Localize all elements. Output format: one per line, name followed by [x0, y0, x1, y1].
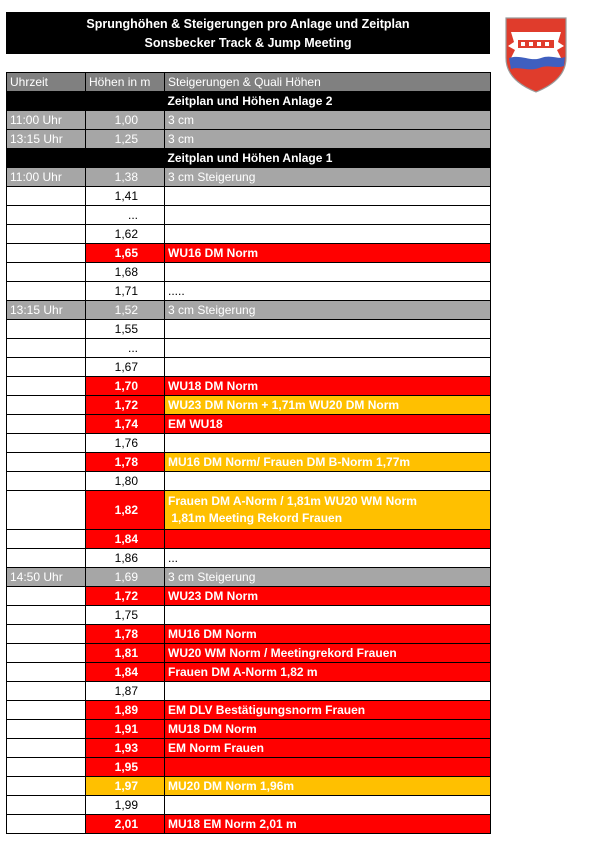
note-cell — [165, 491, 491, 530]
time-cell — [7, 434, 86, 453]
height-cell: 1,80 — [86, 472, 165, 491]
height-schedule-table — [6, 72, 491, 834]
height-cell: 1,97 — [86, 777, 165, 796]
height-cell: 1,25 — [86, 130, 165, 149]
table-row — [7, 606, 491, 625]
time-cell — [7, 720, 86, 739]
height-cell: 1,62 — [86, 225, 165, 244]
section-header-row — [7, 149, 491, 168]
note-cell: ..... — [165, 282, 491, 301]
title-line-1: Sprunghöhen & Steigerungen pro Anlage und Zeitplan — [86, 17, 410, 31]
table-row — [7, 187, 491, 206]
time-cell — [7, 549, 86, 568]
height-cell: 1,74 — [86, 415, 165, 434]
time-cell — [7, 701, 86, 720]
table-row — [7, 701, 491, 720]
height-cell: 1,69 — [86, 568, 165, 587]
time-cell: 14:50 Uhr — [7, 568, 86, 587]
note-cell — [165, 339, 491, 358]
note-cell: WU23 DM Norm — [165, 587, 491, 606]
note-cell: MU18 EM Norm 2,01 m — [165, 815, 491, 834]
note-cell — [165, 530, 491, 549]
height-cell: 1,87 — [86, 682, 165, 701]
note-cell — [165, 187, 491, 206]
note-cell: ... — [165, 549, 491, 568]
height-cell: 1,41 — [86, 187, 165, 206]
height-cell: 1,84 — [86, 530, 165, 549]
time-cell — [7, 530, 86, 549]
note-cell: 3 cm — [165, 130, 491, 149]
table-row — [7, 282, 491, 301]
note-cell — [165, 606, 491, 625]
note-cell — [165, 682, 491, 701]
time-cell — [7, 377, 86, 396]
height-cell: 1,86 — [86, 549, 165, 568]
height-cell: 1,95 — [86, 758, 165, 777]
height-cell: 1,67 — [86, 358, 165, 377]
height-cell: 1,78 — [86, 625, 165, 644]
note-cell — [165, 472, 491, 491]
document-title — [6, 12, 490, 54]
table-row — [7, 377, 491, 396]
title-line-2: Sonsbecker Track & Jump Meeting — [144, 36, 352, 50]
height-cell: 1,76 — [86, 434, 165, 453]
section-header-row — [7, 92, 491, 111]
table-row — [7, 549, 491, 568]
time-cell — [7, 396, 86, 415]
table-row — [7, 796, 491, 815]
height-cell: 1,72 — [86, 396, 165, 415]
height-cell: 1,93 — [86, 739, 165, 758]
table-row — [7, 777, 491, 796]
time-cell — [7, 587, 86, 606]
table-row — [7, 644, 491, 663]
time-cell — [7, 682, 86, 701]
time-cell — [7, 339, 86, 358]
schedule-start-row — [7, 568, 491, 587]
time-cell — [7, 320, 86, 339]
note-cell — [165, 358, 491, 377]
table-row — [7, 358, 491, 377]
height-cell: 1,55 — [86, 320, 165, 339]
schedule-start-row — [7, 111, 491, 130]
note-cell: EM WU18 — [165, 415, 491, 434]
table-row — [7, 434, 491, 453]
table-row — [7, 625, 491, 644]
height-cell: 1,52 — [86, 301, 165, 320]
table-header-row — [7, 73, 491, 92]
note-cell: 3 cm Steigerung — [165, 301, 491, 320]
column-header-time: Uhrzeit — [7, 73, 86, 92]
note-cell — [165, 263, 491, 282]
note-cell — [165, 758, 491, 777]
note-cell — [165, 796, 491, 815]
height-cell: 1,84 — [86, 663, 165, 682]
time-cell — [7, 758, 86, 777]
table-row — [7, 396, 491, 415]
column-header-notes: Steigerungen & Quali Höhen — [165, 73, 491, 92]
note-line-2: 1,81m Meeting Rekord Frauen — [168, 511, 343, 525]
note-line-1: Frauen DM A-Norm / 1,81m WU20 WM Norm — [168, 494, 417, 508]
time-cell — [7, 244, 86, 263]
note-cell: MU16 DM Norm — [165, 625, 491, 644]
height-cell: 1,82 — [86, 491, 165, 530]
note-cell — [165, 225, 491, 244]
height-cell: 2,01 — [86, 815, 165, 834]
note-cell: EM DLV Bestätigungsnorm Frauen — [165, 701, 491, 720]
time-cell — [7, 415, 86, 434]
note-cell: WU20 WM Norm / Meetingrekord Frauen — [165, 644, 491, 663]
table-row — [7, 720, 491, 739]
time-cell — [7, 491, 86, 530]
height-cell: 1,72 — [86, 587, 165, 606]
time-cell: 13:15 Uhr — [7, 301, 86, 320]
time-cell — [7, 453, 86, 472]
table-row — [7, 263, 491, 282]
schedule-start-row — [7, 301, 491, 320]
time-cell — [7, 206, 86, 225]
time-cell — [7, 225, 86, 244]
note-cell: 3 cm Steigerung — [165, 168, 491, 187]
table-row — [7, 758, 491, 777]
table-row — [7, 491, 491, 530]
schedule-start-row — [7, 130, 491, 149]
note-cell: EM Norm Frauen — [165, 739, 491, 758]
note-cell — [165, 206, 491, 225]
time-cell — [7, 472, 86, 491]
height-cell: 1,99 — [86, 796, 165, 815]
table-row — [7, 225, 491, 244]
note-cell: MU18 DM Norm — [165, 720, 491, 739]
section-title: Zeitplan und Höhen Anlage 1 — [7, 149, 491, 168]
height-cell: 1,00 — [86, 111, 165, 130]
height-cell: ... — [86, 339, 165, 358]
note-cell — [165, 320, 491, 339]
table-row — [7, 339, 491, 358]
height-cell: 1,78 — [86, 453, 165, 472]
note-cell: MU20 DM Norm 1,96m — [165, 777, 491, 796]
table-row — [7, 320, 491, 339]
note-cell: Frauen DM A-Norm 1,82 m — [165, 663, 491, 682]
time-cell — [7, 739, 86, 758]
note-cell: WU23 DM Norm + 1,71m WU20 DM Norm — [165, 396, 491, 415]
table-row — [7, 472, 491, 491]
time-cell — [7, 777, 86, 796]
height-cell: 1,70 — [86, 377, 165, 396]
height-cell: ... — [86, 206, 165, 225]
table-row — [7, 415, 491, 434]
column-header-height: Höhen in m — [86, 73, 165, 92]
table-row — [7, 587, 491, 606]
time-cell: 13:15 Uhr — [7, 130, 86, 149]
note-cell: MU16 DM Norm/ Frauen DM B-Norm 1,77m — [165, 453, 491, 472]
height-cell: 1,91 — [86, 720, 165, 739]
table-row — [7, 453, 491, 472]
table-body — [7, 92, 491, 834]
height-cell: 1,65 — [86, 244, 165, 263]
schedule-start-row — [7, 168, 491, 187]
height-cell: 1,81 — [86, 644, 165, 663]
time-cell — [7, 644, 86, 663]
note-cell: WU16 DM Norm — [165, 244, 491, 263]
height-cell: 1,89 — [86, 701, 165, 720]
table-row — [7, 815, 491, 834]
table-row — [7, 206, 491, 225]
note-cell: 3 cm — [165, 111, 491, 130]
table-row — [7, 739, 491, 758]
time-cell — [7, 815, 86, 834]
time-cell — [7, 796, 86, 815]
time-cell — [7, 663, 86, 682]
height-cell: 1,38 — [86, 168, 165, 187]
height-cell: 1,75 — [86, 606, 165, 625]
section-title: Zeitplan und Höhen Anlage 2 — [7, 92, 491, 111]
table-row — [7, 244, 491, 263]
note-cell: 3 cm Steigerung — [165, 568, 491, 587]
table-row — [7, 530, 491, 549]
time-cell — [7, 625, 86, 644]
time-cell: 11:00 Uhr — [7, 111, 86, 130]
table-row — [7, 663, 491, 682]
height-cell: 1,71 — [86, 282, 165, 301]
time-cell: 11:00 Uhr — [7, 168, 86, 187]
time-cell — [7, 263, 86, 282]
time-cell — [7, 606, 86, 625]
time-cell — [7, 282, 86, 301]
time-cell — [7, 187, 86, 206]
height-cell: 1,68 — [86, 263, 165, 282]
coat-of-arms-icon — [501, 14, 571, 94]
table-row — [7, 682, 491, 701]
time-cell — [7, 358, 86, 377]
note-cell — [165, 434, 491, 453]
note-cell: WU18 DM Norm — [165, 377, 491, 396]
